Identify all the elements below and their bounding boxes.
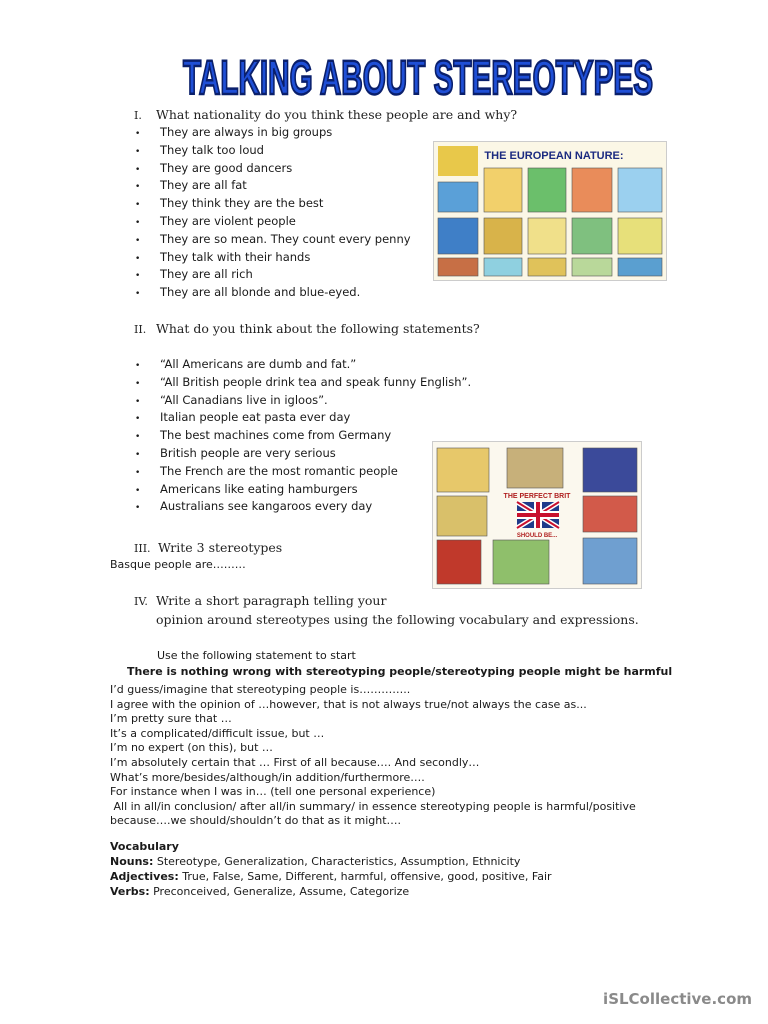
vocabulary-heading: Vocabulary [110,840,179,853]
list-item: • They are always in big groups [135,124,411,142]
expression-line: It’s a complicated/difficult issue, but … [110,726,325,740]
brit-caption: SHOULD BE... [516,533,558,539]
section4-number: IV. [134,595,148,608]
expression-line: All in all/in conclusion/ after all/in summary/ in essence stereotyping people is harmful/positive [110,799,636,813]
section4-intro: Use the following statement to start [157,649,356,662]
nouns-label: Nouns: [110,855,154,868]
expression-line: I’m no expert (on this), but … [110,741,273,755]
brit-cartoon-collage [433,442,641,588]
list-item: • They are all blonde and blue-eyed. [135,284,411,302]
list-item: • They are all rich [135,266,411,284]
section3-example: Basque people are……… [110,558,246,571]
section4-heading [134,593,386,608]
section2-question: What do you think about the following statements? [156,321,480,336]
expression-line: I’d guess/imagine that stereotyping people is………….. [110,683,411,696]
expression-line: I agree with the opinion of …however, that is not always true/not always the case as... [110,697,587,711]
list-item: • They talk with their hands [135,249,411,267]
section4-heading-line1: Write a short paragraph telling your [156,593,387,608]
adjectives-list: True, False, Same, Different, harmful, offensive, good, positive, Fair [178,870,552,883]
list-item: • They think they are the best [135,195,411,213]
list-item: • The best machines come from Germany [135,427,471,445]
expression-line: What’s more/besides/although/in addition/furthermore…. [110,770,425,784]
section1-number: I. [134,109,142,122]
section4-heading-line2: opinion around stereotypes using the following vocabulary and expressions. [156,612,639,627]
expression-line: For instance when I was in… (tell one personal experience) [110,785,436,799]
footer-watermark: iSLCollective.com [603,990,752,1008]
list-item: • They are good dancers [135,160,411,178]
list-item: • Australians see kangaroos every day [135,498,471,516]
perfect-brit-image [432,441,642,589]
european-cartoon-grid [434,142,666,280]
section2-heading [134,321,480,336]
section2-number: II. [134,323,147,336]
section3-number: III. [134,542,151,555]
list-item: • “All British people drink tea and speak funny English”. [135,374,471,392]
title-text: TALKING ABOUT STEREOTYPES [183,52,653,105]
brit-title: THE PERFECT BRIT [503,493,571,500]
european-title: THE EUROPEAN NATURE: [484,150,624,162]
european-nature-image [433,141,667,281]
section1-question: What nationality do you think these people are and why? [156,107,518,122]
list-item: • They are all fat [135,177,411,195]
section3-text: Write 3 stereotypes [158,540,283,555]
vocabulary-section [110,839,552,899]
union-jack-flag [517,502,559,528]
verbs-label: Verbs: [110,885,150,898]
section4-statement: There is nothing wrong with stereotyping people/stereotyping people might be harmful [127,665,673,678]
list-item: • The French are the most romantic people [135,463,471,481]
expressions-list [110,683,636,829]
adjectives-label: Adjectives: [110,870,179,883]
list-item: • They are so mean. They count every penny [135,231,411,249]
expression-line: I’m absolutely certain that … First of all because…. And secondly… [110,755,480,769]
expression-line: I’m pretty sure that … [110,712,232,726]
list-item: • “All Americans are dumb and fat.” [135,356,471,374]
section2-list [135,356,471,516]
list-item: • Italian people eat pasta ever day [135,409,471,427]
section3-heading [134,540,282,555]
worksheet-title [178,44,658,106]
list-item: • Americans like eating hamburgers [135,481,471,499]
list-item: • They talk too loud [135,142,411,160]
title-graphic [178,44,658,106]
section1-heading [134,107,517,122]
list-item: • British people are very serious [135,445,471,463]
list-item: • They are violent people [135,213,411,231]
expression-line: because….we should/shouldn’t do that as it might…. [110,814,402,828]
list-item: • “All Canadians live in igloos”. [135,392,471,410]
nouns-list: Stereotype, Generalization, Characteristics, Assumption, Ethnicity [153,855,521,868]
verbs-list: Preconceived, Generalize, Assume, Categorize [149,885,410,898]
section1-list [135,124,411,302]
